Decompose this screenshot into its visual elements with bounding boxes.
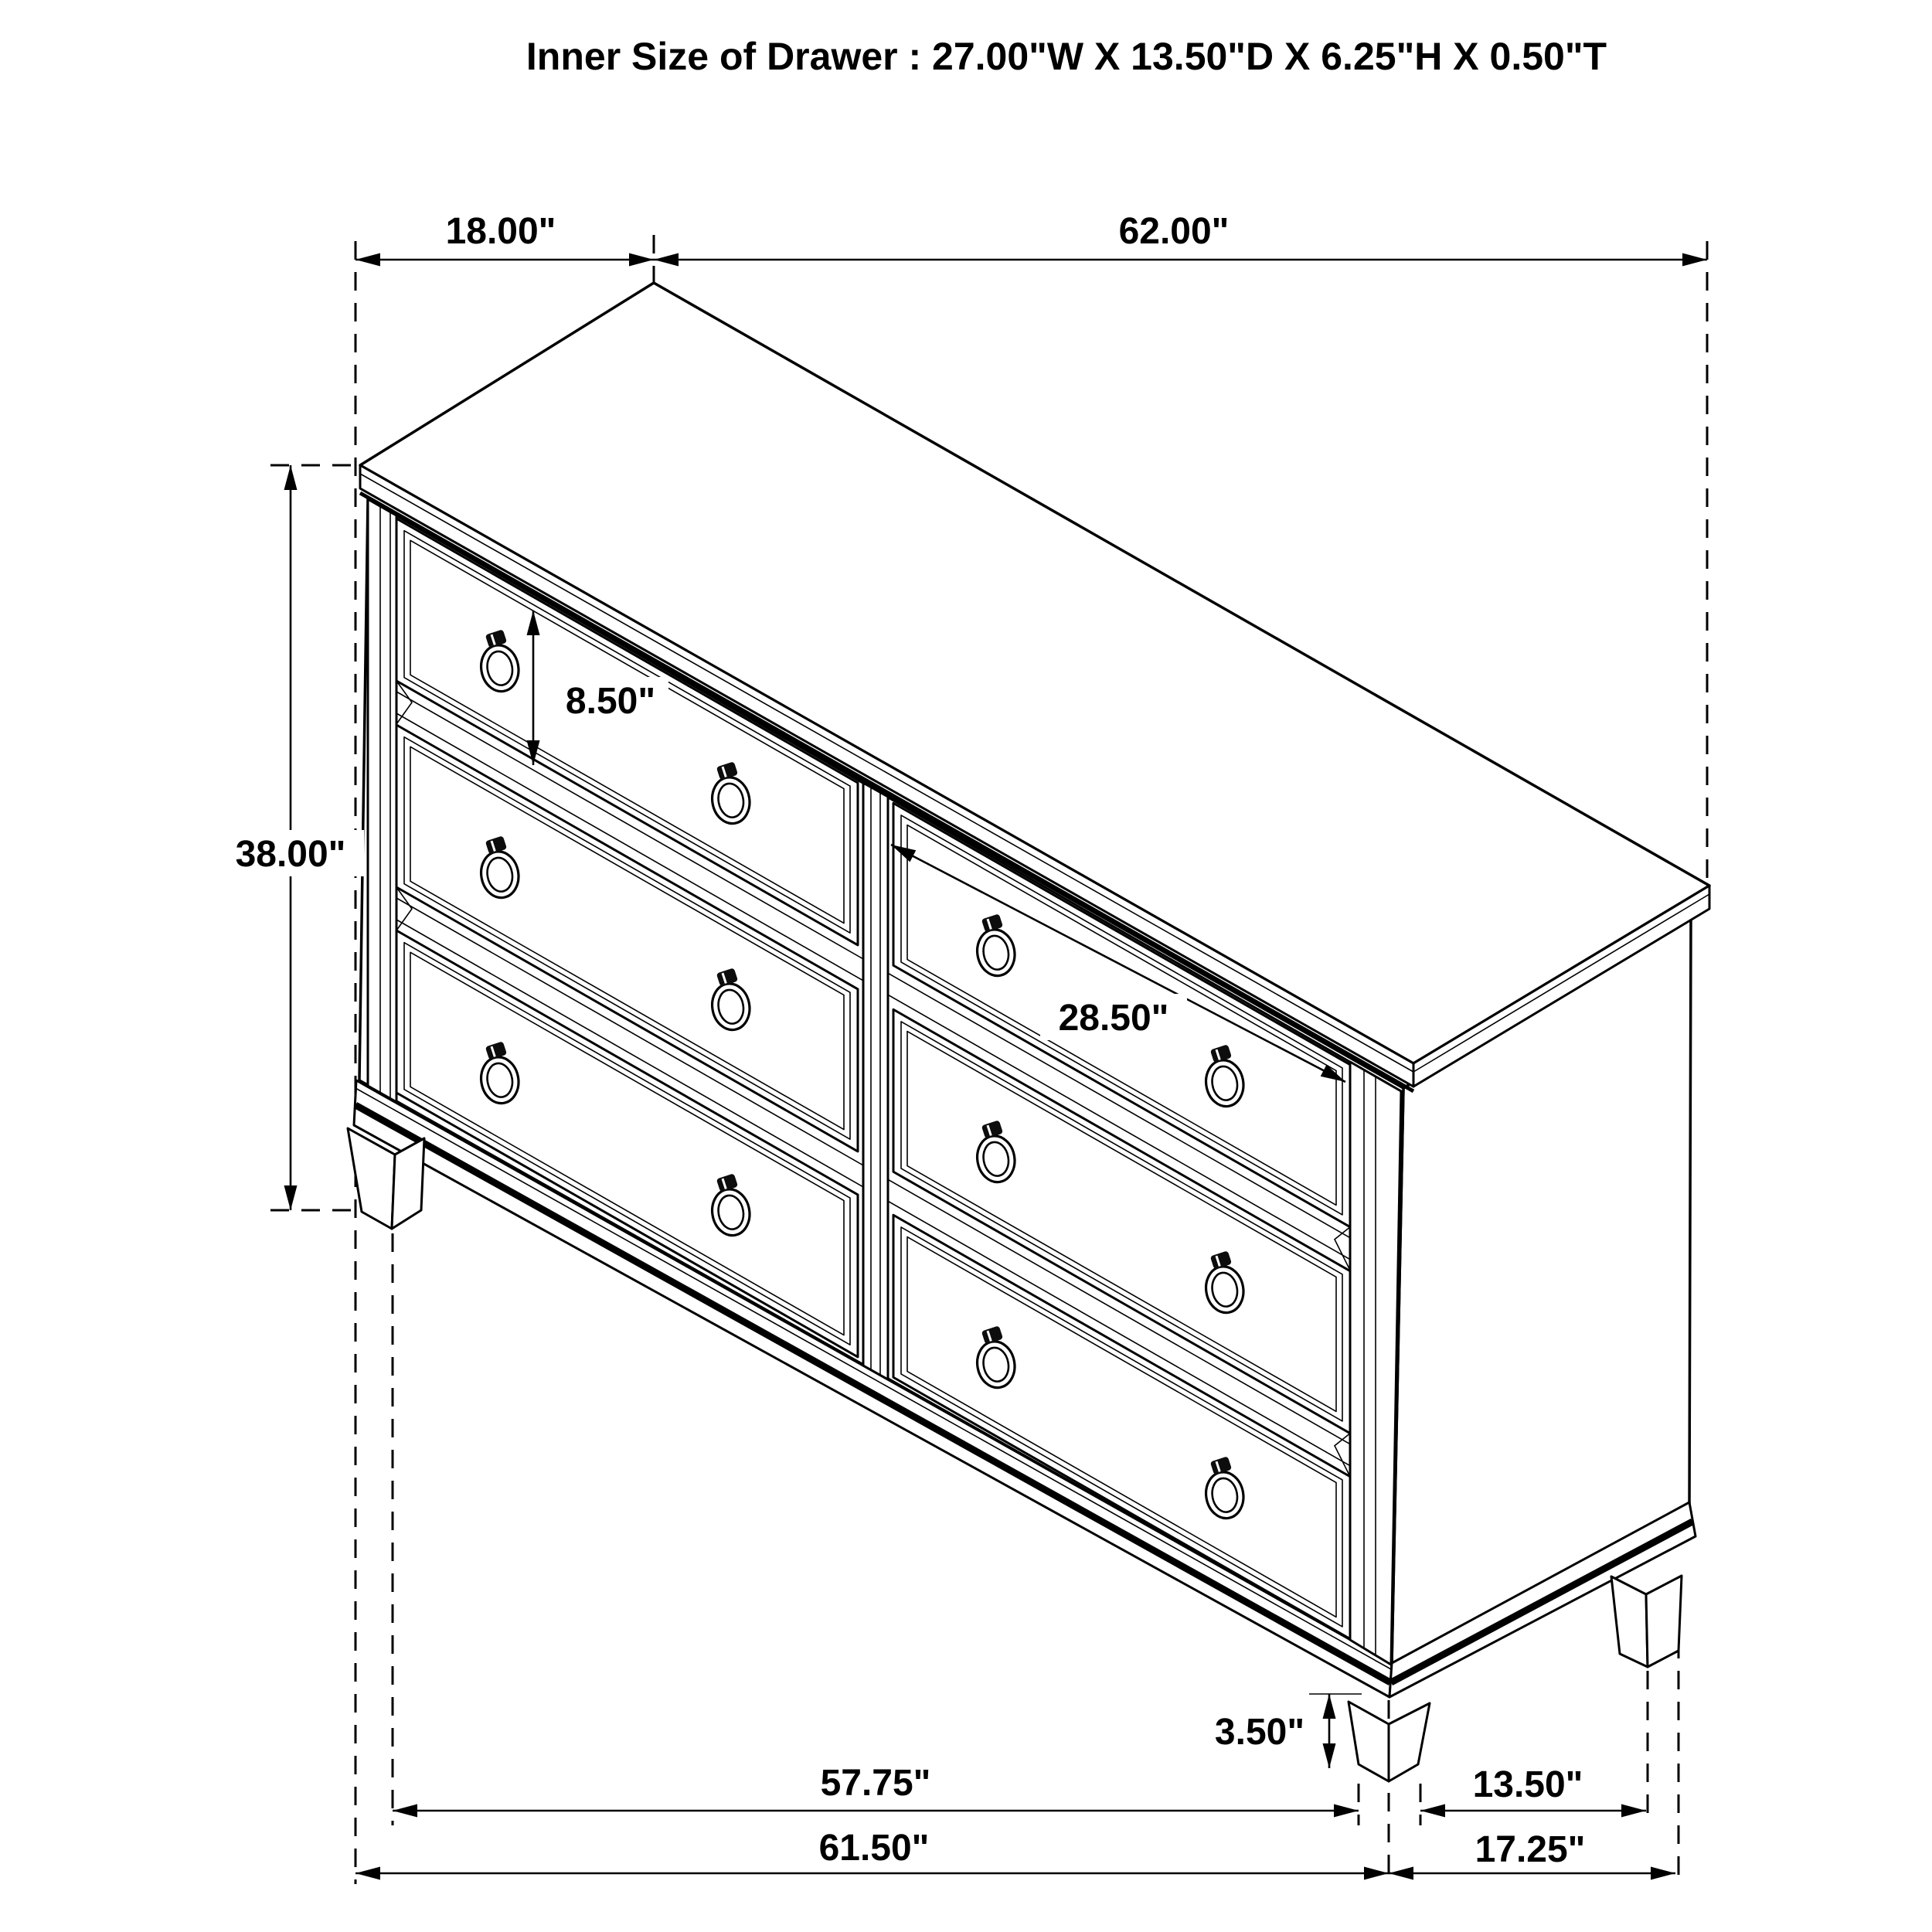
dim-label-base-depth: 17.25" bbox=[1475, 1829, 1586, 1870]
dresser-drawing bbox=[348, 283, 1709, 1781]
dim-label-base-width: 61.50" bbox=[818, 1828, 930, 1869]
dim-label-top-depth: 18.00" bbox=[445, 211, 556, 252]
dim-label-overall-height: 38.00" bbox=[235, 834, 346, 875]
dim-label-foot-height: 3.50" bbox=[1214, 1712, 1305, 1753]
dim-label-top-width: 62.00" bbox=[1118, 211, 1230, 252]
drawing-title: Inner Size of Drawer : 27.00"W X 13.50"D X 6.25"H X 0.50"T bbox=[526, 35, 1607, 78]
dim-label-feet-span-width: 57.75" bbox=[820, 1763, 931, 1804]
dim-label-feet-span-depth: 13.50" bbox=[1472, 1764, 1583, 1805]
dim-label-right-drawer-width: 28.50" bbox=[1058, 998, 1169, 1039]
dim-label-drawer-front-height: 8.50" bbox=[565, 681, 656, 722]
